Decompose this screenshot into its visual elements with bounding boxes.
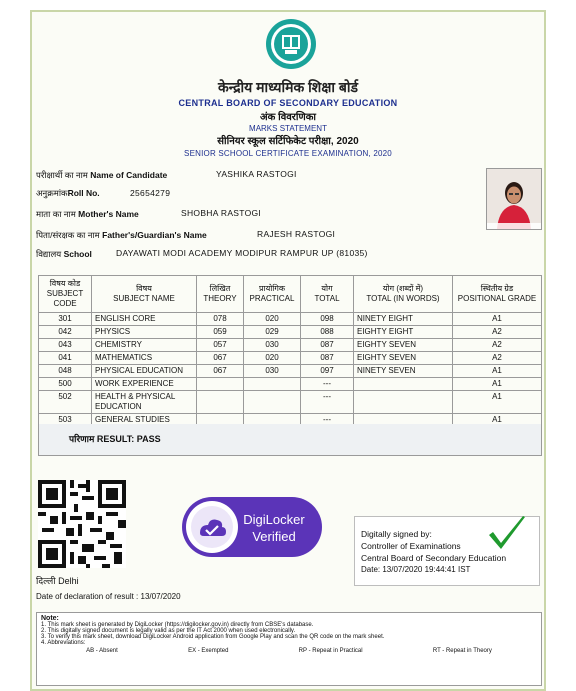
signature-line-3: Central Board of Secondary Education [361,553,507,563]
cell-practical [244,378,301,391]
exam-name: SENIOR SCHOOL CERTIFICATE EXAMINATION, 2020 [184,149,392,158]
exam-name-hindi: सीनियर स्कूल सर्टिफिकेट परीक्षा, 2020 [217,136,359,147]
table-row [39,313,542,326]
place: दिल्ली Delhi [36,576,79,586]
cell-theory: 078 [197,313,244,326]
cell-grade: A1 [453,414,542,427]
result-text: परिणाम RESULT: PASS [69,434,161,444]
cell-practical [244,391,301,414]
cell-grade: A2 [453,339,542,352]
father-name: RAJESH RASTOGI [257,229,336,239]
cell-subject: WORK EXPERIENCE [92,378,197,391]
cell-theory [197,378,244,391]
school-name: DAYAWATI MODI ACADEMY MODIPUR RAMPUR UP (81035) [116,248,368,258]
cell-theory: 067 [197,365,244,378]
cell-grade: A2 [453,326,542,339]
table-row [39,391,542,414]
cell-grade: A1 [453,313,542,326]
board-name-hindi: केन्द्रीय माध्यमिक शिक्षा बोर्ड [218,79,358,95]
green-checkmark-icon [487,515,527,553]
father-name-label: पिता/संरक्षक का नाम Father's/Guardian's Name [36,230,207,240]
roll-number: 25654279 [130,188,171,198]
person-photo-icon [487,169,541,229]
declaration-date: Date of declaration of result : 13/07/2020 [36,592,181,601]
marks-statement-hindi: अंक विवरणिका [260,112,316,123]
cell-grade: A1 [453,378,542,391]
abbreviation-item: EX - Exempted [188,648,229,654]
cell-words: NINETY EIGHT [354,313,453,326]
cell-words: EIGHTY EIGHT [354,326,453,339]
mother-name: SHOBHA RASTOGI [181,208,262,218]
signature-line-2: Controller of Examinations [361,541,461,551]
note-item: 4. Abbreviations: [41,640,86,646]
cell-subject: ENGLISH CORE [92,313,197,326]
cell-subject: CHEMISTRY [92,339,197,352]
cell-total: 088 [301,326,354,339]
candidate-photo [486,168,542,230]
note-box [36,612,542,686]
cell-code: 041 [39,352,92,365]
cell-code: 043 [39,339,92,352]
cell-subject: PHYSICS [92,326,197,339]
abbreviations-list [41,648,537,654]
cell-words [354,378,453,391]
marks-statement-title: MARKS STATEMENT [249,124,327,133]
cell-theory: 057 [197,339,244,352]
header-subject-code: विषय कोड SUBJECT CODE [39,276,92,313]
cell-theory: 067 [197,352,244,365]
abbreviation-item: RT - Repeat in Theory [432,648,492,654]
cell-practical: 030 [244,339,301,352]
note-item: 2. This digitally signed document is legally valid as per the IT Act 2000 when used electronically. [41,628,296,634]
digilocker-line2: Verified [252,529,296,544]
signature-date: Date: 13/07/2020 19:44:41 IST [361,565,471,574]
cell-code: 503 [39,414,92,427]
header-total: योग TOTAL [301,276,354,313]
table-row [39,339,542,352]
note-item: 1. This mark sheet is generated by DigiLocker (https://digilocker.gov.in) directly from CBSE's database. [41,622,314,628]
qr-code-icon[interactable] [38,480,126,568]
note-title: Note: [41,615,59,622]
note-item: 3. To verify this mark sheet, download DigiLocker Android application from Google Play and scan the QR code on the mark sheet. [41,634,385,640]
header-theory: लिखित THEORY [197,276,244,313]
table-row [39,326,542,339]
cell-code: 301 [39,313,92,326]
table-row [39,365,542,378]
cell-theory [197,391,244,414]
abbreviation-item: RP - Repeat in Practical [298,648,363,654]
result-row [38,424,542,456]
cell-total: --- [301,378,354,391]
cell-total: --- [301,391,354,414]
header-total-words: योग (शब्दों में) TOTAL (IN WORDS) [354,276,453,313]
board-name: CENTRAL BOARD OF SECONDARY EDUCATION [178,98,398,108]
cell-subject: PHYSICAL EDUCATION [92,365,197,378]
cell-grade: A2 [453,352,542,365]
cell-subject: HEALTH & PHYSICAL EDUCATION [92,391,197,414]
signature-line-1: Digitally signed by: [361,529,432,539]
marks-statement-sheet [30,10,546,691]
cell-practical: 020 [244,352,301,365]
cell-words: EIGHTY SEVEN [354,339,453,352]
cell-code: 042 [39,326,92,339]
cell-subject: GENERAL STUDIES [92,414,197,427]
cell-practical: 030 [244,365,301,378]
cell-total: 087 [301,352,354,365]
cell-practical: 020 [244,313,301,326]
header-practical: प्रायोगिक PRACTICAL [244,276,301,313]
cell-total: --- [301,414,354,427]
cell-grade: A1 [453,365,542,378]
cell-words: EIGHTY SEVEN [354,352,453,365]
roll-number-label: अनुक्रमांकRoll No. [36,188,100,198]
marks-table [38,275,542,427]
cell-total: 098 [301,313,354,326]
digilocker-verified-badge [182,497,322,557]
marks-table-header [39,276,542,313]
cell-total: 097 [301,365,354,378]
header-subject-name: विषय SUBJECT NAME [92,276,197,313]
cell-code: 502 [39,391,92,414]
cell-grade: A1 [453,391,542,414]
cell-subject: MATHEMATICS [92,352,197,365]
mother-name-label: माता का नाम Mother's Name [36,209,139,219]
table-row [39,378,542,391]
abbreviation-item: AB - Absent [86,648,118,654]
cell-code: 500 [39,378,92,391]
cbse-logo-icon [265,18,317,70]
cell-total: 087 [301,339,354,352]
cell-theory: 059 [197,326,244,339]
school-label: विद्यालय School [36,249,92,259]
cell-words [354,391,453,414]
cell-code: 048 [39,365,92,378]
digilocker-line1: DigiLocker [243,512,305,527]
cell-practical: 029 [244,326,301,339]
digital-signature-box [354,516,540,586]
header-positional-grade: स्थितीय ग्रेड POSITIONAL GRADE [453,276,542,313]
cell-words: NINETY SEVEN [354,365,453,378]
candidate-name: YASHIKA RASTOGI [216,169,297,179]
table-row [39,352,542,365]
candidate-name-label: परीक्षार्थी का नाम Name of Candidate [36,170,168,180]
